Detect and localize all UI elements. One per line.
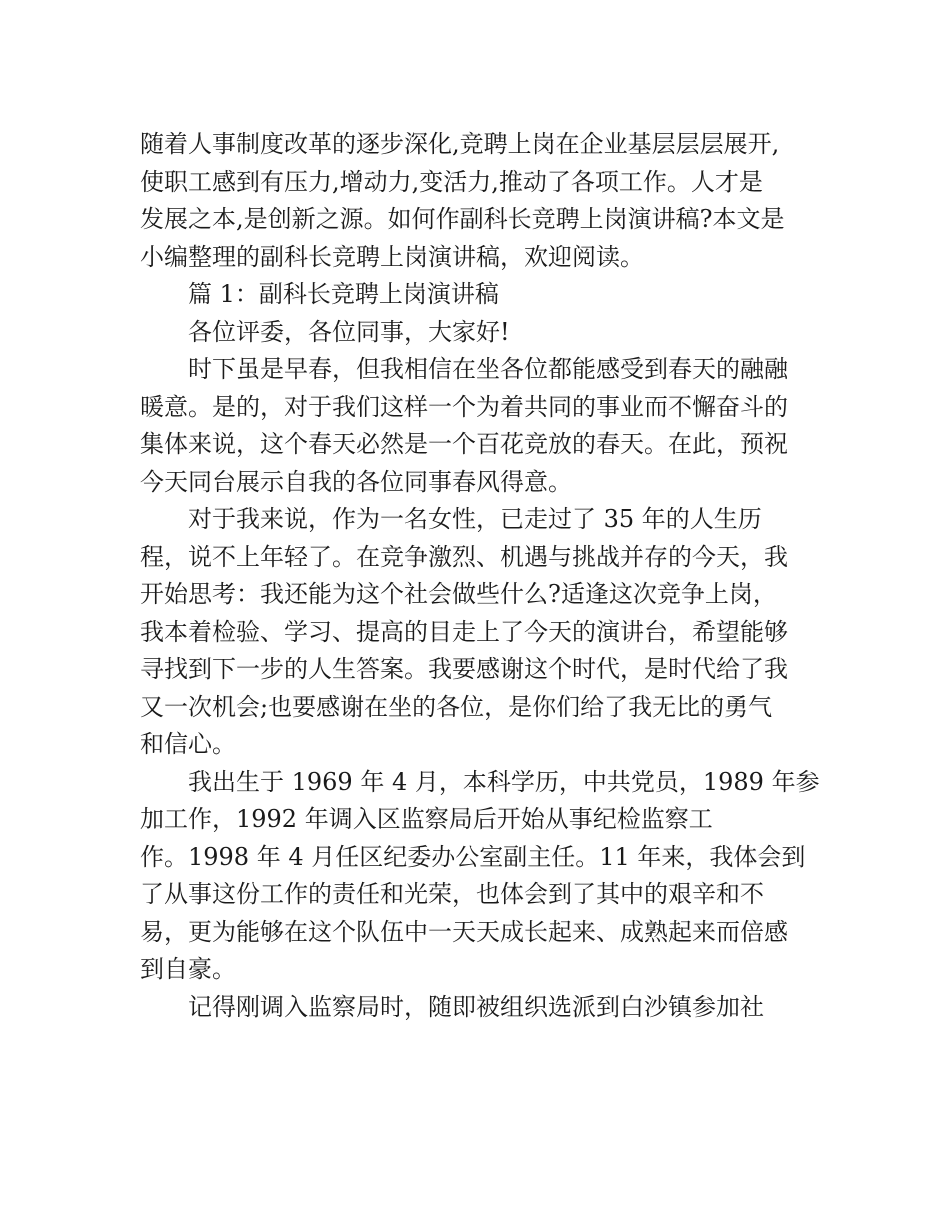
text-line: 寻找到下一步的人生答案。我要感谢这个时代，是时代给了我	[140, 655, 788, 683]
text-line: 今天同台展示自我的各位同事春风得意。	[140, 467, 572, 496]
text-line: 随着人事制度改革的逐步深化,竞聘上岗在企业基层层层展开,	[140, 130, 780, 158]
text-line: 易，更为能够在这个队伍中一天天成长起来、成熟起来而倍感	[140, 917, 788, 946]
text-line: 程，说不上年轻了。在竞争激烈、机遇与挑战并存的今天，我	[140, 542, 788, 571]
text-line: 了从事这份工作的责任和光荣，也体会到了其中的艰辛和不	[140, 880, 764, 908]
text-line: 加工作，1992 年调入区监察局后开始从事纪检监察工	[140, 805, 713, 833]
text-line: 我出生于 1969 年 4 月，本科学历，中共党员，1989 年参	[188, 767, 820, 796]
text-line: 发展之本,是创新之源。如何作副科长竞聘上岗演讲稿?本文是	[140, 205, 785, 233]
text-line: 暖意。是的，对于我们这样一个为着共同的事业而不懈奋斗的	[140, 392, 788, 421]
text-line: 对于我来说，作为一名女性，已走过了 35 年的人生历	[188, 505, 762, 533]
text-line: 我本着检验、学习、提高的目走上了今天的演讲台，希望能够	[140, 617, 788, 646]
text-line: 记得刚调入监察局时，随即被组织选派到白沙镇参加社	[188, 992, 764, 1021]
document-body	[140, 126, 820, 1026]
text-line: 小编整理的副科长竞聘上岗演讲稿，欢迎阅读。	[140, 242, 644, 271]
text-line: 和信心。	[140, 730, 236, 758]
text-line: 使职工感到有压力,增动力,变活力,推动了各项工作。人才是	[140, 167, 763, 196]
text-line: 开始思考：我还能为这个社会做些什么?适逢这次竞争上岗，	[140, 580, 777, 608]
text-line: 又一次机会;也要感谢在坐的各位，是你们给了我无比的勇气	[140, 692, 773, 721]
text-line: 到自豪。	[140, 955, 236, 983]
text-line: 各位评委，各位同事，大家好!	[188, 317, 510, 346]
text-line: 篇 1：副科长竞聘上岗演讲稿	[188, 280, 499, 308]
text-line: 时下虽是早春，但我相信在坐各位都能感受到春天的融融	[188, 355, 788, 383]
text-line: 集体来说，这个春天必然是一个百花竞放的春天。在此，预祝	[140, 430, 788, 458]
text-line: 作。1998 年 4 月任区纪委办公室副主任。11 年来，我体会到	[140, 842, 806, 871]
